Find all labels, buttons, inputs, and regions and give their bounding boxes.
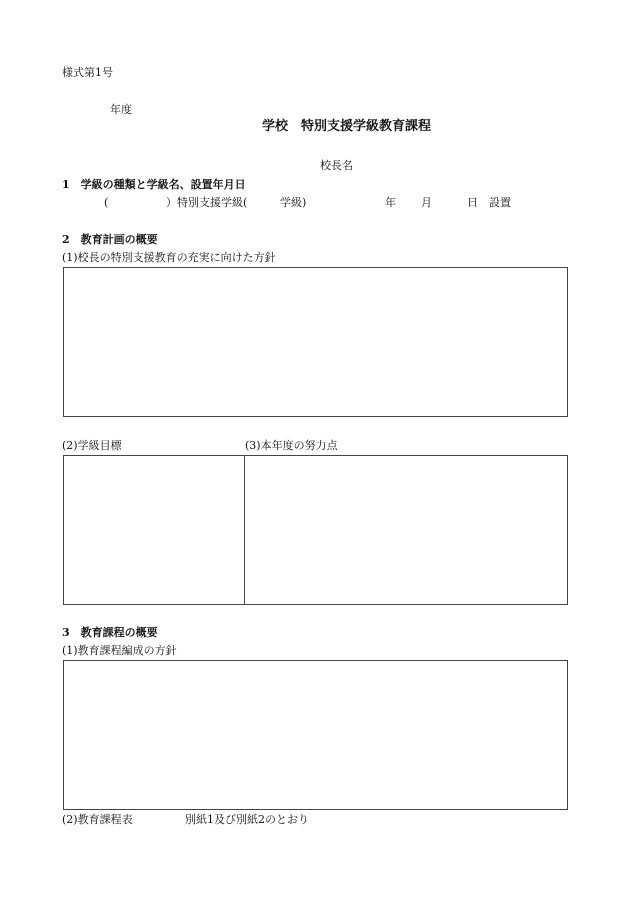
section3-heading: 3 教育課程の概要 bbox=[62, 626, 158, 639]
effort-points-label: (3)本年度の努力点 bbox=[245, 439, 338, 452]
goal-effort-divider bbox=[244, 456, 245, 604]
year-unit-label: 年 bbox=[385, 196, 396, 209]
curriculum-policy-box[interactable] bbox=[63, 660, 568, 810]
curriculum-table-note: 別紙1及び別紙2のとおり bbox=[185, 813, 309, 826]
section1-heading: 1 学級の種類と学級名、設置年月日 bbox=[62, 178, 246, 191]
curriculum-policy-label: (1)教育課程編成の方針 bbox=[62, 644, 177, 657]
goal-effort-box bbox=[63, 455, 568, 605]
principal-policy-box[interactable] bbox=[63, 267, 568, 417]
day-unit-label: 日 bbox=[467, 196, 478, 209]
form-number: 様式第1号 bbox=[62, 66, 113, 79]
month-unit-label: 月 bbox=[421, 196, 432, 209]
principal-name-label: 校長名 bbox=[320, 159, 353, 172]
year-label: 年度 bbox=[110, 103, 132, 116]
class-label: 学級) bbox=[280, 196, 307, 209]
curriculum-table-label: (2)教育課程表 bbox=[62, 813, 133, 826]
principal-policy-label: (1)校長の特別支援教育の充実に向けた方針 bbox=[62, 251, 276, 264]
class-goal-label: (2)学級目標 bbox=[62, 439, 122, 452]
document-title: 学校 特別支援学級教育課程 bbox=[262, 119, 432, 134]
special-support-class-label: ）特別支援学級( bbox=[166, 196, 248, 209]
established-label: 設置 bbox=[489, 196, 511, 209]
section2-heading: 2 教育計画の概要 bbox=[62, 233, 158, 246]
class-type-paren-open: ( bbox=[104, 196, 109, 209]
